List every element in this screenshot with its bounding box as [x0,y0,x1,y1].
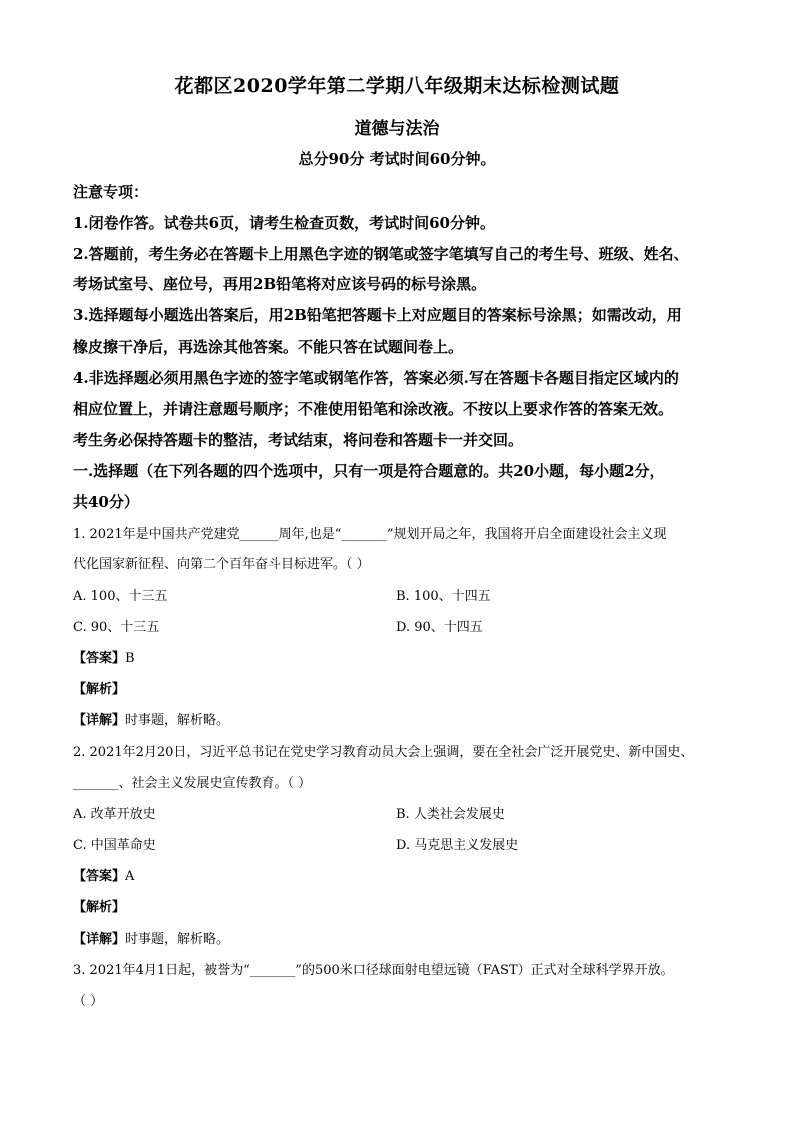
detail-text: 时事题，解析略。 [125,713,230,728]
notice-heading: 注意专项： [73,183,149,201]
notice-line: 2.答题前，考生务必在答题卡上用黑色字迹的钢笔或签字笔填写自己的考生号、班级、姓名、 [73,245,689,263]
question-1-text-cont: 代化国家新征程、向第二个百年奋斗目标进军。（ ） [73,557,370,572]
detail-text: 时事题，解析略。 [125,932,230,947]
question-3-text-cont: （ ） [73,994,104,1009]
question-2-analysis [73,898,125,918]
question-1-option-d: D. 90、十四五 [396,620,483,635]
notice-line: 1.闭卷作答。试卷共6页，请考生检查页数，考试时间60分钟。 [73,214,495,232]
answer-value: A [125,869,135,884]
notice-line: 考生务必保持答题卡的整洁，考试结束，将问卷和答题卡一并交回。 [73,431,524,449]
question-1-analysis [73,680,125,700]
question-2-option-d: D. 马克思主义发展史 [396,838,519,853]
detail-label: 【详解】 [73,932,126,947]
detail-label: 【详解】 [73,713,126,728]
question-2-option-b: B. 人类社会发展史 [396,807,505,822]
question-1-detail [73,711,229,731]
analysis-label: 【解析】 [73,900,126,915]
notice-line: 3.选择题每小题选出答案后，用2B铅笔把答题卡上对应题目的答案标号涂黑；如需改动，用 [73,306,682,324]
question-2-option-c: C. 中国革命史 [73,838,156,853]
exam-title: 花都区2020学年第二学期八年级期末达标检测试题 [174,75,620,97]
question-2-option-a: A. 改革开放史 [73,807,156,822]
question-2-detail [73,930,229,950]
question-2-text: 2. 2021年2月20日，习近平总书记在党史学习教育动员大会上强调，要在全社会广泛开展党史、新中国史、 [73,745,694,760]
exam-info: 总分90分 考试时间60分钟。 [298,150,496,168]
section-heading: 一.选择题（在下列各题的四个选项中，只有一项是符合题意的。共20小题，每小题2分， [73,462,665,480]
question-2-answer [73,867,134,887]
question-1-option-b: B. 100、十四五 [396,589,491,604]
notice-line: 考场试室号、座位号，再用2B铅笔将对应该号码的标号涂黑。 [73,275,487,293]
question-1-text: 1. 2021年是中国共产党建党______周年,也是“_______”规划开局之年，我国将开启全面建设社会主义现 [73,527,667,542]
section-heading-cont: 共40分） [73,493,139,511]
question-1-option-a: A. 100、十三五 [73,589,168,604]
answer-value: B [125,651,135,666]
question-1-option-c: C. 90、十三五 [73,620,160,635]
exam-subject: 道德与法治 [354,119,440,139]
notice-line: 4.非选择题必须用黑色字迹的签字笔或钢笔作答，答案必须.写在答题卡各题目指定区域内的 [73,369,679,387]
notice-line: 橡皮擦干净后，再选涂其他答案。不能只答在试题间卷上。 [73,338,464,356]
answer-label: 【答案】 [73,869,126,884]
question-2-text-cont: _______、社会主义发展史宣传教育。（ ） [73,776,312,791]
question-1-answer [73,649,135,669]
answer-label: 【答案】 [73,651,126,666]
analysis-label: 【解析】 [73,682,126,697]
question-3-text: 3. 2021年4月1日起，被誉为“_______”的500米口径球面射电望远镜（FAST）正式对全球科学界开放。 [73,963,674,978]
notice-line: 相应位置上，并请注意题号顺序；不准使用铅笔和涂改液。不按以上要求作答的答案无效。 [73,400,674,418]
